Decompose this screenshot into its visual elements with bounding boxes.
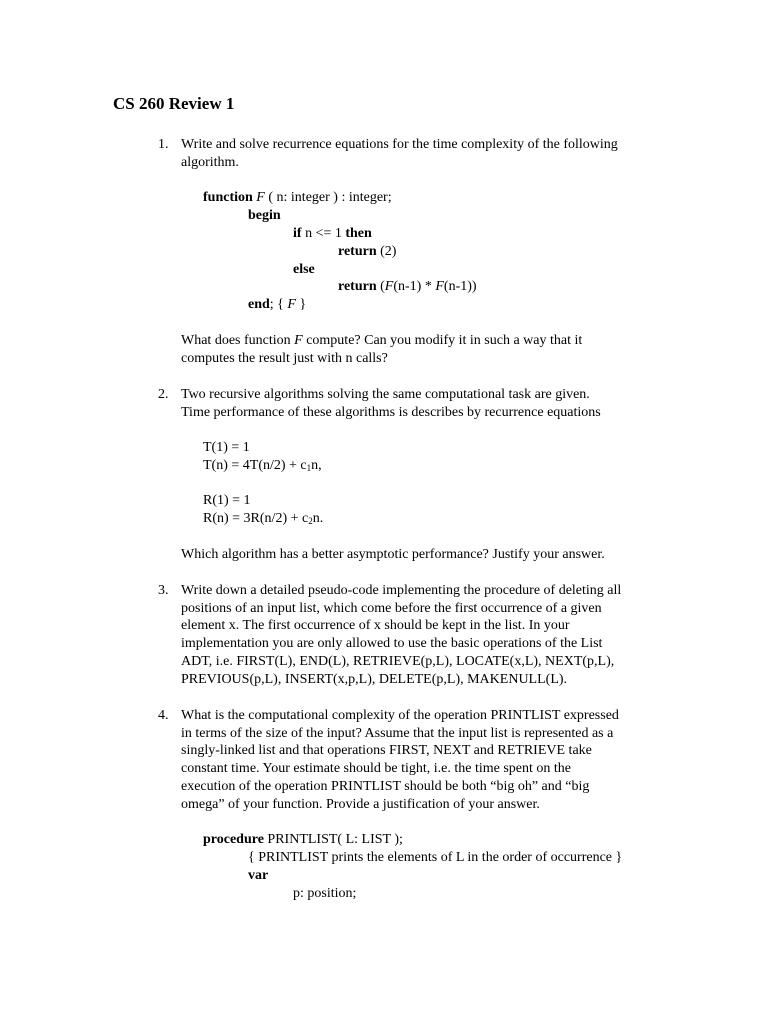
question-text-line: positions of an input list, which come before the first occurrence of a given (181, 601, 602, 616)
function-name: F (435, 279, 444, 294)
question-text-line: in terms of the size of the input? Assume that the input list is represented as a (181, 726, 614, 741)
keyword: then (345, 226, 372, 241)
question-text-line: execution of the operation PRINTLIST should be both “big oh” and “big (181, 779, 590, 794)
keyword: function (203, 190, 253, 205)
page-title: CS 260 Review 1 (113, 94, 235, 113)
code-text: ( n: integer ) : integer; (264, 190, 392, 205)
subscript: 2 (308, 516, 313, 526)
keyword: end (248, 297, 270, 312)
code-line (293, 225, 372, 243)
keyword: procedure (203, 832, 264, 847)
code-comment: { PRINTLIST prints the elements of L in the order of occurrence } (248, 850, 623, 865)
keyword: return (338, 244, 377, 259)
equation (203, 457, 322, 475)
question-text-line: constant time. Your estimate should be tight, i.e. the time spent on the (181, 761, 572, 776)
question-text-line: Write and solve recurrence equations for the time complexity of the following (181, 137, 618, 152)
function-name: F (287, 297, 296, 312)
text: What does function (181, 333, 295, 348)
question-text-line: singly-linked list and that operations FIRST, NEXT and RETRIEVE take (181, 743, 592, 758)
code-line (338, 278, 477, 296)
question-number: 4. (158, 708, 169, 723)
code-line: p: position; (293, 886, 357, 901)
keyword: return (338, 279, 377, 294)
code-line (338, 243, 396, 261)
subscript: 1 (306, 463, 312, 473)
question-number: 1. (158, 137, 169, 152)
question-text-line: Which algorithm has a better asymptotic performance? Justify your answer. (181, 547, 605, 562)
text: compute? Can you modify it in such a way that it (302, 333, 583, 348)
keyword: begin (248, 208, 281, 223)
text: n. (312, 511, 324, 526)
text: R(n) = 3R(n/2) + c (203, 511, 309, 526)
function-name: F (256, 190, 265, 205)
question-text-line: PREVIOUS(p,L), INSERT(x,p,L), DELETE(p,L), MAKENULL(L). (181, 672, 568, 687)
equation (203, 510, 323, 528)
question-text-line: computes the result just with n calls? (181, 351, 388, 366)
question-text-line (181, 332, 582, 350)
question-text-line: omega” of your function. Provide a justification of your answer. (181, 797, 540, 812)
text: T(n) = 4T(n/2) + c (203, 458, 307, 473)
code-text: PRINTLIST( L: LIST ); (263, 832, 403, 847)
code-text: ( (376, 279, 385, 294)
keyword: if (293, 226, 302, 241)
code-text: (n-1)) (443, 279, 477, 294)
question-text-line: Write down a detailed pseudo-code implementing the procedure of deleting all (181, 583, 622, 598)
question-text-line: implementation you are only allowed to use the basic operations of the List (181, 636, 603, 651)
code-text: ; { (269, 297, 288, 312)
equation: R(1) = 1 (203, 493, 251, 508)
code-line (203, 189, 392, 207)
equation: T(1) = 1 (203, 440, 250, 455)
code-line (203, 831, 403, 849)
question-text-line: element x. The first occurrence of x should be kept in the list. In your (181, 618, 570, 633)
question-number: 2. (158, 387, 169, 402)
question-text-line: algorithm. (181, 155, 239, 170)
code-text: n <= 1 (301, 226, 346, 241)
keyword: var (248, 868, 269, 883)
code-text: (2) (376, 244, 397, 259)
question-text-line: What is the computational complexity of the operation PRINTLIST expressed (181, 708, 619, 723)
question-text-line: Time performance of these algorithms is describes by recurrence equations (181, 405, 601, 420)
text: n, (311, 458, 322, 473)
question-text-line: Two recursive algorithms solving the same computational task are given. (181, 387, 590, 402)
keyword: else (293, 262, 315, 277)
question-text-line: ADT, i.e. FIRST(L), END(L), RETRIEVE(p,L), LOCATE(x,L), NEXT(p,L), (181, 654, 615, 669)
code-text: (n-1) * (393, 279, 436, 294)
code-line (248, 296, 306, 314)
function-name: F (294, 333, 303, 348)
code-text: } (295, 297, 307, 312)
function-name: F (384, 279, 394, 294)
question-number: 3. (158, 583, 169, 598)
